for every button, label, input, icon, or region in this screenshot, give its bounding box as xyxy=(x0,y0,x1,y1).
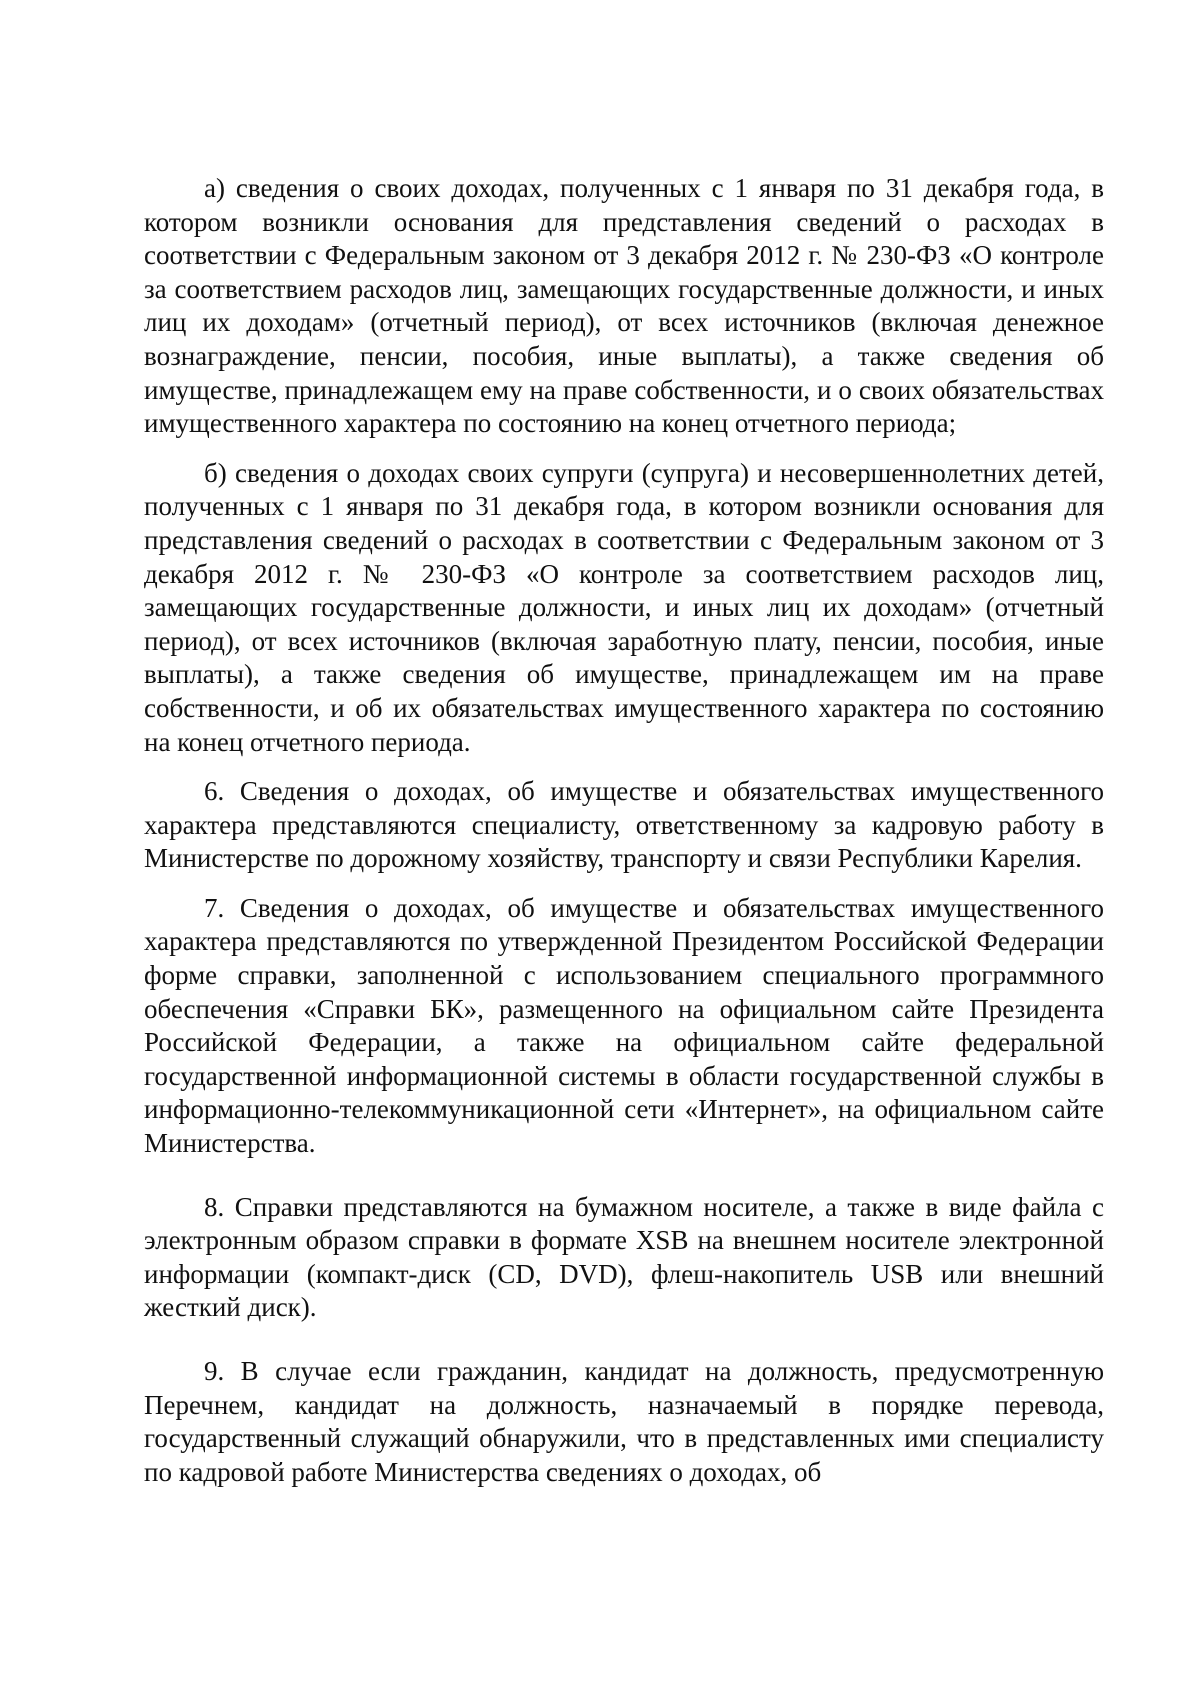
document-page xyxy=(144,172,1104,1489)
paragraph-8-media-format: 8. Справки представляются на бумажном носителе, а также в виде файла с электронным образом справки в формате XSB на внешнем носителе электронной информации (компакт-диск (CD, DVD), флеш-накопитель USB или внешний жесткий диск). xyxy=(144,1191,1104,1323)
paragraph-7-form-of-certificate: 7. Сведения о доходах, об имуществе и обязательствах имущественного характера представляются по утвержденной Президентом Российской Федерации форме справки, заполненной с использованием специального программного обеспечения «Справки БК», размещенного на официальном сайте Президента Российской Федерации, а также на официальном сайте федеральной государственной информационной системы в области государственной службы в информационно-телекоммуникационной сети «Интернет», на официальном сайте Министерства. xyxy=(144,892,1104,1159)
paragraph-a-own-income: а) сведения о своих доходах, полученных с 1 января по 31 декабря года, в котором возникли основания для представления сведений о расходах в соответствии с Федеральным законом от 3 декабря 2012 г. № 230-ФЗ «О контроле за соответствием расходов лиц, замещающих государственные должности, и иных лиц их доходам» (отчетный период), от всех источников (включая денежное вознаграждение, пенсии, пособия, иные выплаты), а также сведения об имуществе, принадлежащем ему на праве собственности, и о своих обязательствах имущественного характера по состоянию на конец отчетного периода; xyxy=(144,173,1104,439)
paragraph-9-corrections: 9. В случае если гражданин, кандидат на должность, предусмотренную Перечнем, кандидат на должность, назначаемый в порядке перевода, государственный служащий обнаружили, что в представленных ими специалисту по кадровой работе Министерства сведениях о доходах, об xyxy=(144,1356,1104,1487)
paragraph-b-family-income: б) сведения о доходах своих супруги (супруга) и несовершеннолетних детей, полученных с 1 января по 31 декабря года, в котором возникли основания для представления сведений о расходах в соответствии с Федеральным законом от 3 декабря 2012 г. № 230-ФЗ «О контроле за соответствием расходов лиц, замещающих государственные должности, и иных лиц их доходам» (отчетный период), от всех источников (включая заработную плату, пенсии, пособия, иные выплаты), а также сведения об имуществе, принадлежащем им на праве собственности, и об их обязательствах имущественного характера по состоянию на конец отчетного периода. xyxy=(144,457,1104,757)
paragraph-6-submission-recipient: 6. Сведения о доходах, об имуществе и обязательствах имущественного характера представляются специалисту, ответственному за кадровую работу в Министерстве по дорожному хозяйству, транспорту и связи Республики Карелия. xyxy=(144,776,1104,874)
